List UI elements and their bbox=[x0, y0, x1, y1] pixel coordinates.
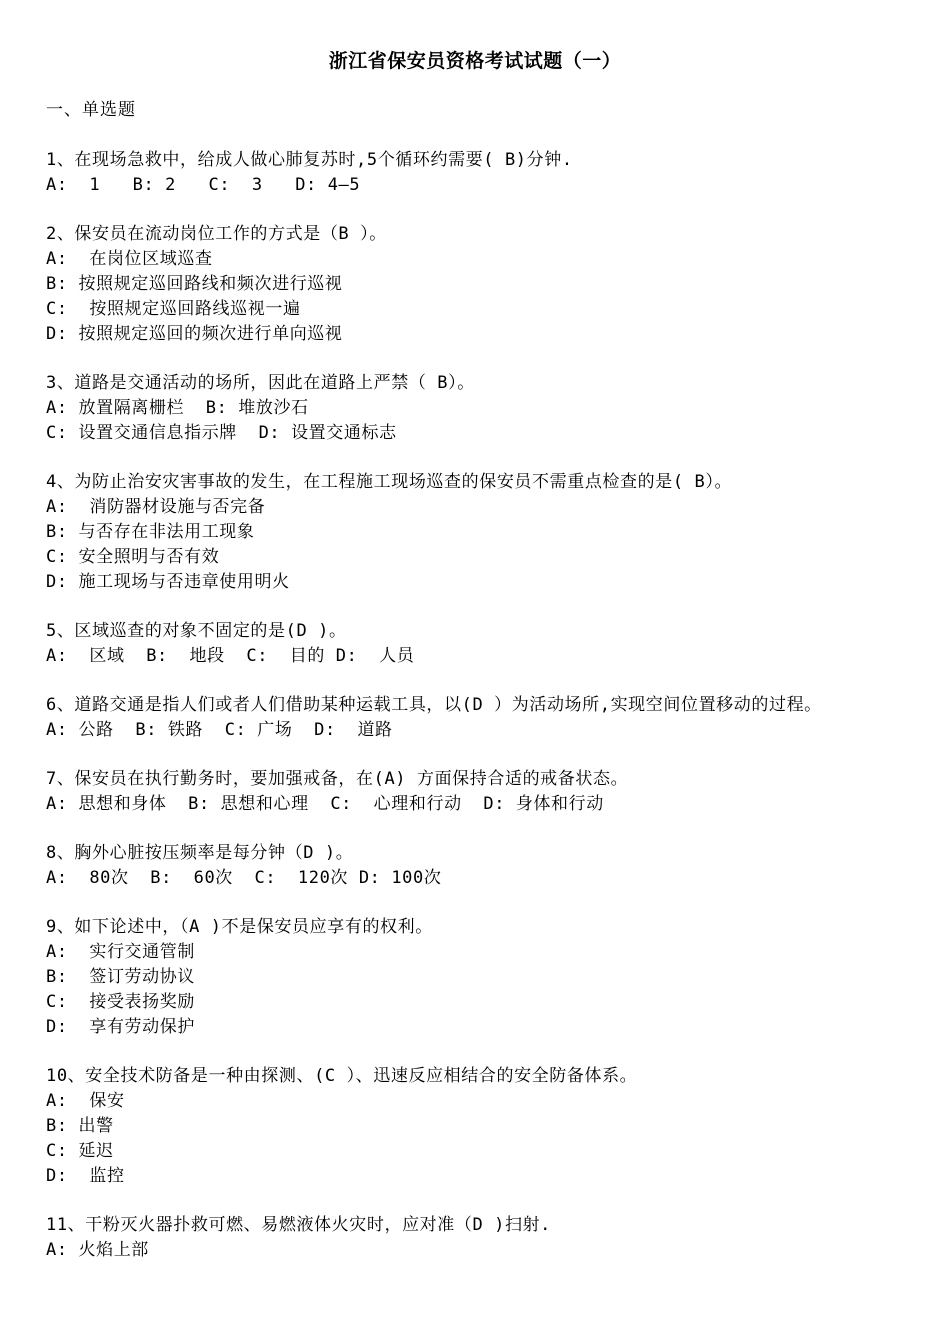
question-text: 10、安全技术防备是一种由探测、(C ）、迅速反应相结合的安全防备体系。 bbox=[46, 1066, 638, 1086]
option-a: A: 在岗位区域巡查 bbox=[46, 249, 213, 269]
option-a: A: 火焰上部 bbox=[46, 1240, 149, 1260]
question-2 bbox=[46, 222, 916, 347]
question-options: A: 80次 B: 60次 C: 120次 D: 100次 bbox=[46, 868, 442, 888]
question-text: 3、道路是交通活动的场所，因此在道路上严禁（ B）。 bbox=[46, 373, 475, 393]
option-c: C: 按照规定巡回路线巡视一遍 bbox=[46, 299, 301, 319]
option-b: B: 与否存在非法用工现象 bbox=[46, 522, 255, 542]
option-a: A: 消防器材设施与否完备 bbox=[46, 497, 266, 517]
question-1 bbox=[46, 148, 916, 198]
options-ab: A: 放置隔离栅栏 B: 堆放沙石 bbox=[46, 398, 309, 418]
option-c: C: 安全照明与否有效 bbox=[46, 547, 220, 567]
question-3 bbox=[46, 371, 916, 446]
page-title: 浙江省保安员资格考试试题（一） bbox=[328, 50, 622, 72]
question-options: A: 区域 B: 地段 C: 目的 D: 人员 bbox=[46, 646, 415, 666]
option-d: D: 按照规定巡回的频次进行单向巡视 bbox=[46, 324, 343, 344]
question-9 bbox=[46, 915, 916, 1040]
question-6 bbox=[46, 693, 916, 743]
option-c: C: 延迟 bbox=[46, 1141, 114, 1161]
question-options: A: 公路 B: 铁路 C: 广场 D: 道路 bbox=[46, 720, 393, 740]
question-list bbox=[46, 148, 916, 1287]
question-7 bbox=[46, 767, 916, 817]
option-d: D: 享有劳动保护 bbox=[46, 1017, 195, 1037]
question-text: 11、干粉灭火器扑救可燃、易燃液体火灾时，应对准（D )扫射. bbox=[46, 1215, 552, 1235]
question-5 bbox=[46, 619, 916, 669]
question-text: 5、区域巡查的对象不固定的是(D )。 bbox=[46, 621, 347, 641]
option-b: B: 按照规定巡回路线和频次进行巡视 bbox=[46, 274, 343, 294]
option-a: A: 实行交通管制 bbox=[46, 942, 195, 962]
option-d: D: 监控 bbox=[46, 1166, 125, 1186]
question-text: 4、为防止治安灾害事故的发生，在工程施工现场巡查的保安员不需重点检查的是( B）。 bbox=[46, 472, 733, 492]
question-options: A: 1 B: 2 C: 3 D: 4—5 bbox=[46, 175, 361, 195]
question-text: 7、保安员在执行勤务时，要加强戒备，在(A) 方面保持合适的戒备状态。 bbox=[46, 769, 629, 789]
question-text: 9、如下论述中，（A )不是保安员应享有的权利。 bbox=[46, 917, 433, 937]
option-a: A: 保安 bbox=[46, 1091, 125, 1111]
question-text: 1、在现场急救中，给成人做心肺复苏时,5个循环约需要( B)分钟. bbox=[46, 150, 573, 170]
question-options: A: 思想和身体 B: 思想和心理 C: 心理和行动 D: 身体和行动 bbox=[46, 794, 604, 814]
section-title: 一、单选题 bbox=[46, 100, 136, 120]
question-text: 2、保安员在流动岗位工作的方式是（B ）。 bbox=[46, 224, 387, 244]
question-11 bbox=[46, 1213, 916, 1263]
option-c: C: 接受表扬奖励 bbox=[46, 992, 195, 1012]
option-b: B: 签订劳动协议 bbox=[46, 967, 195, 987]
question-4 bbox=[46, 470, 916, 595]
question-10 bbox=[46, 1064, 916, 1189]
question-text: 8、胸外心脏按压频率是每分钟（D )。 bbox=[46, 843, 354, 863]
question-text: 6、道路交通是指人们或者人们借助某种运载工具，以(D ）为活动场所,实现空间位置移动的过程。 bbox=[46, 695, 822, 715]
option-d: D: 施工现场与否违章使用明火 bbox=[46, 572, 290, 592]
question-8 bbox=[46, 841, 916, 891]
option-b: B: 出警 bbox=[46, 1116, 114, 1136]
options-cd: C: 设置交通信息指示牌 D: 设置交通标志 bbox=[46, 423, 397, 443]
